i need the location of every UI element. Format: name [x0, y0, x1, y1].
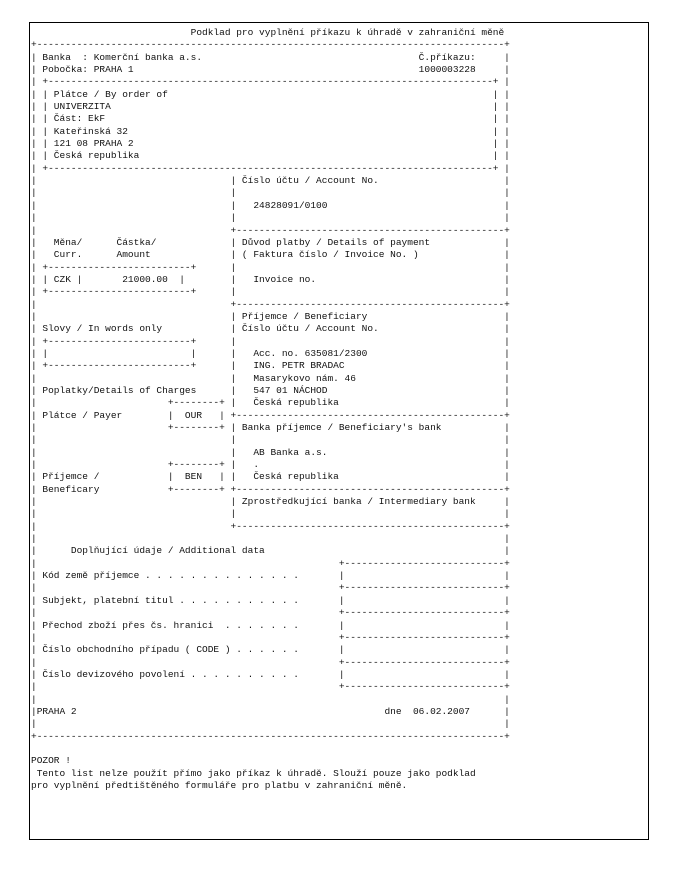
form-line: | Curr. Amount | ( Faktura číslo / Invoice No. ) |: [31, 249, 510, 261]
form-line: | |: [31, 693, 510, 705]
form-line: | Slovy / In words only | Číslo účtu / Account No. |: [31, 323, 510, 335]
form-line: | Měna/ Částka/ | Důvod platby / Details of payment |: [31, 236, 510, 248]
form-line: | |: [31, 533, 510, 545]
form-line: | | Část: EkF | |: [31, 113, 510, 125]
form-line: | +------------------------------------------------------------------------------+ |: [31, 76, 510, 88]
form-line: | | CZK | 21000.00 | | Invoice no. |: [31, 273, 510, 285]
form-line: POZOR !: [31, 755, 71, 767]
form-line: | Plátce / Payer | OUR | +-----------------------------------------------+: [31, 409, 510, 421]
form-line: | +-------------------------+ | |: [31, 286, 510, 298]
form-line: | | 24828091/0100 |: [31, 199, 510, 211]
form-line: | Kód země příjemce . . . . . . . . . . . . . . | |: [31, 570, 510, 582]
form-line: | +----------------------------+: [31, 656, 510, 668]
form-line: |PRAHA 2 dne 06.02.2007 |: [31, 705, 510, 717]
form-line: +----------------------------------------------------------------------------------+: [31, 39, 510, 51]
form-line: Podklad pro vyplnění příkazu k úhradě v zahraniční měně: [31, 27, 505, 38]
form-line: | | Příjemce / Beneficiary |: [31, 310, 510, 322]
form-line: | +------------------------------------------------------------------------------+ |: [31, 162, 510, 174]
form-line: | | Masarykovo nám. 46 |: [31, 372, 510, 384]
form-line: | | |: [31, 187, 510, 199]
form-line: | |: [31, 718, 510, 730]
form-line: | | UNIVERZITA | |: [31, 101, 510, 113]
form-line: | Číslo obchodního případu ( CODE ) . . . . . . | |: [31, 644, 510, 656]
form-line: | | Česká republika | |: [31, 150, 510, 162]
form-line: +----------------------------------------------------------------------------------+: [31, 730, 510, 742]
form-line: | +-------------------------+ | ING. PETR BRADAC |: [31, 360, 510, 372]
form-line: pro vyplnění předtištěného formuláře pro platbu v zahraniční měně.: [31, 779, 408, 791]
form-line: | | Kateřinská 32 | |: [31, 125, 510, 137]
form-line: | Beneficary +--------+ +-----------------------------------------------+: [31, 483, 510, 495]
form-line: | Doplňující údaje / Additional data |: [31, 545, 510, 557]
form-line: | Banka : Komerční banka a.s. Č.příkazu: |: [31, 51, 510, 63]
form-line: | Číslo devizového povolení . . . . . . . . . . | |: [31, 668, 510, 680]
form-line: | +--------+ | Banka příjemce / Beneficiary's bank |: [31, 422, 510, 433]
form-line: | | |: [31, 508, 510, 520]
form-line: | +--------+ | . |: [31, 459, 510, 471]
form-line: | +-----------------------------------------------+: [31, 520, 510, 532]
form-line: | +-------------------------+ | |: [31, 335, 510, 347]
form-line: | | |: [31, 212, 510, 224]
form-line: | | |: [31, 434, 510, 446]
form-line: | +-----------------------------------------------+: [31, 298, 510, 310]
form-line: | +----------------------------+: [31, 582, 510, 594]
form-line: | | | | Acc. no. 635081/2300 |: [31, 347, 510, 359]
form-line: | +-------------------------+ | |: [31, 261, 510, 273]
form-line: | | Zprostředkující banka / Intermediary bank |: [31, 496, 510, 508]
form-line: | | 121 08 PRAHA 2 | |: [31, 138, 510, 150]
form-line: | +----------------------------+: [31, 631, 510, 643]
form-line: | | Číslo účtu / Account No. |: [31, 175, 510, 187]
form-line: | Pobočka: PRAHA 1 1000003228 |: [31, 64, 510, 76]
form-line: | +----------------------------+: [31, 607, 510, 619]
form-line: | Příjemce / | BEN | | Česká republika |: [31, 471, 510, 483]
payment-order-form-text: [31, 27, 510, 792]
form-line: | +--------+ | Česká republika |: [31, 397, 510, 409]
form-line: | +-----------------------------------------------+: [31, 224, 510, 236]
form-line: | Přechod zboží přes čs. hranici . . . . . . . | |: [31, 619, 510, 631]
form-line: | +----------------------------+: [31, 557, 510, 569]
form-line: | | Plátce / By order of | |: [31, 88, 510, 100]
form-line: | +----------------------------+: [31, 681, 510, 693]
form-line: | | AB Banka a.s. |: [31, 446, 510, 458]
form-line: | Poplatky/Details of Charges | 547 01 NÁCHOD |: [31, 384, 510, 396]
form-line: | Subjekt, platební titul . . . . . . . . . . . | |: [31, 594, 510, 606]
form-line: Tento list nelze použít přímo jako příkaz k úhradě. Slouží pouze jako podklad: [31, 767, 476, 779]
